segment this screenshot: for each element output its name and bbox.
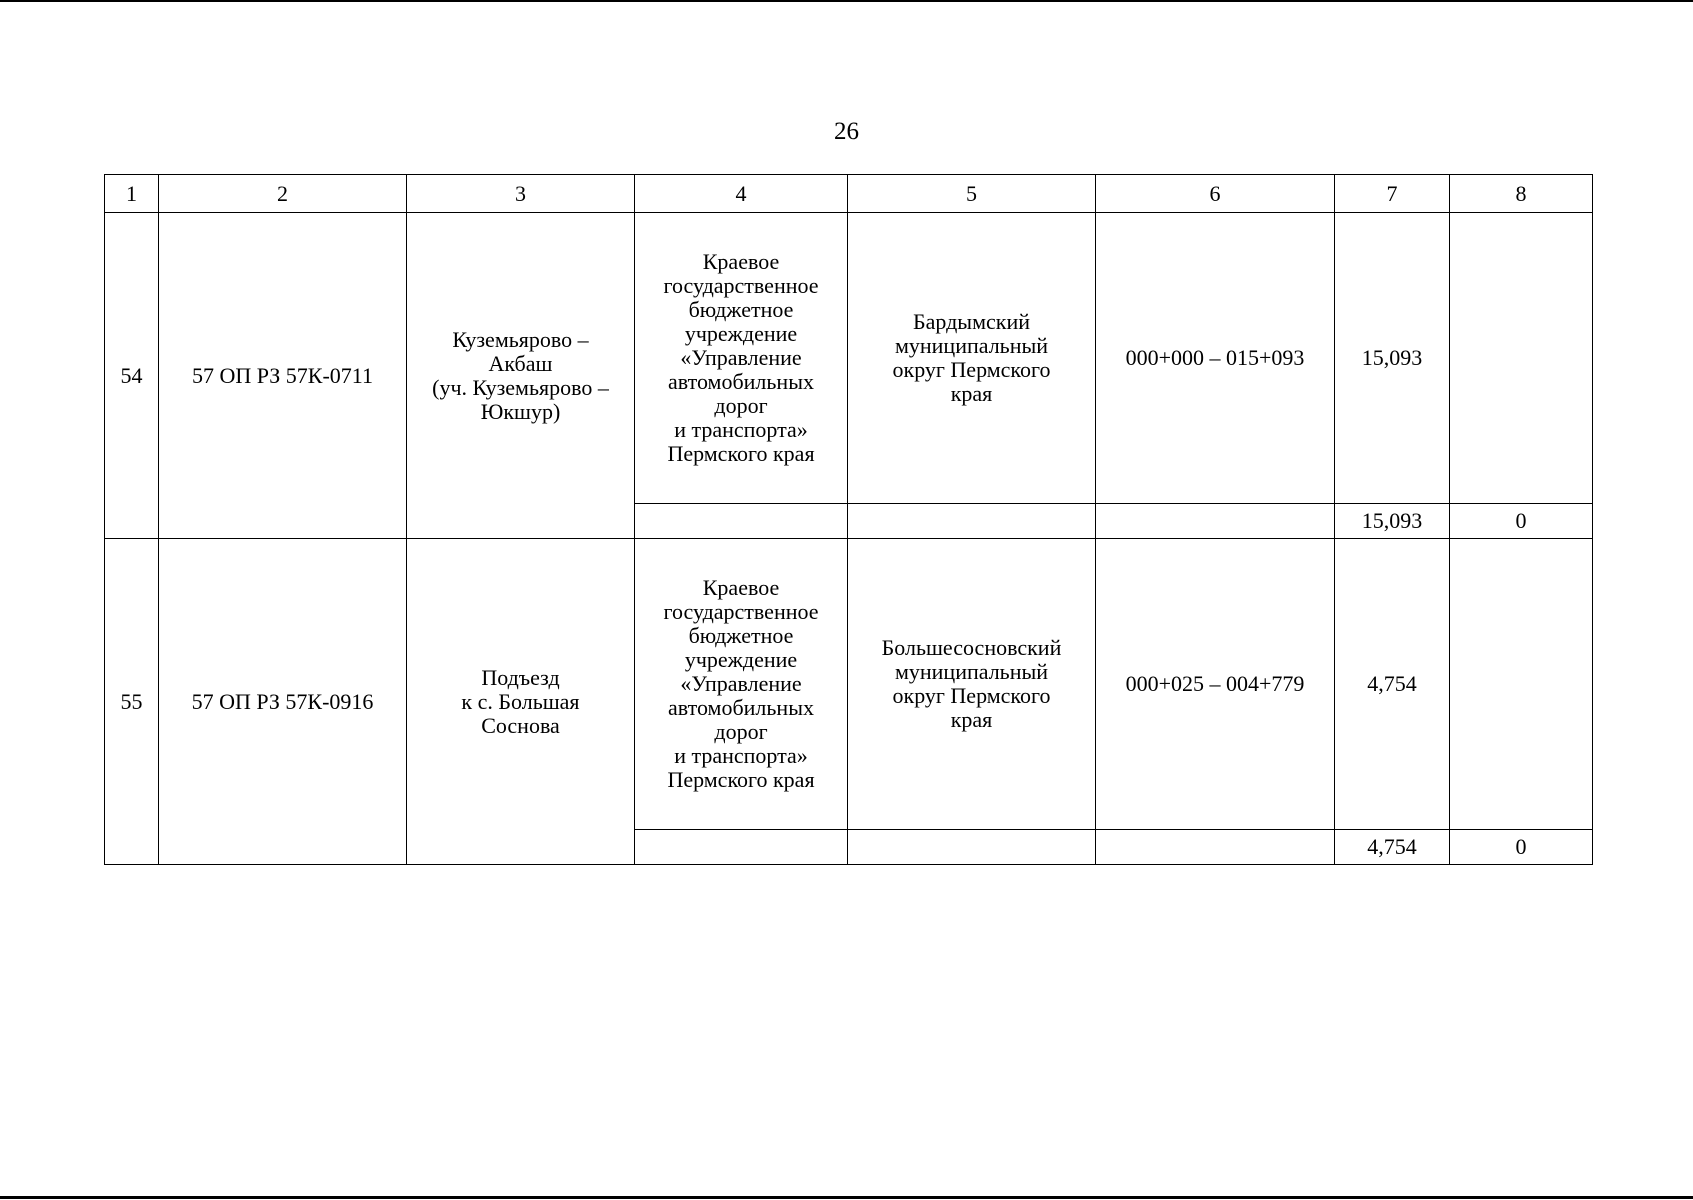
column-number: 8	[1450, 175, 1593, 213]
km-range: 000+025 – 004+779	[1096, 539, 1335, 830]
extra-value	[1450, 213, 1593, 504]
column-number: 5	[848, 175, 1096, 213]
road-length: 15,093	[1335, 213, 1450, 504]
total-length: 15,093	[1335, 504, 1450, 539]
owner-organization: Краевое государственное бюджетное учреждение «Управление автомобильных дорог и транспорта» Пермского края	[635, 539, 848, 830]
empty-cell	[635, 830, 848, 865]
column-number: 1	[105, 175, 159, 213]
total-length: 4,754	[1335, 830, 1450, 865]
page-number: 26	[834, 118, 859, 145]
column-number: 4	[635, 175, 848, 213]
top-border-line	[0, 0, 1693, 2]
total-extra: 0	[1450, 504, 1593, 539]
municipal-district: Бардымский муниципальный округ Пермского края	[848, 213, 1096, 504]
road-code: 57 ОП РЗ 57К-0711	[159, 213, 407, 539]
municipal-district: Большесосновский муниципальный округ Пермского края	[848, 539, 1096, 830]
table-row	[105, 213, 1593, 504]
roads-table	[104, 174, 1593, 865]
column-number: 7	[1335, 175, 1450, 213]
owner-organization: Краевое государственное бюджетное учреждение «Управление автомобильных дорог и транспорта» Пермского края	[635, 213, 848, 504]
km-range: 000+000 – 015+093	[1096, 213, 1335, 504]
column-number: 6	[1096, 175, 1335, 213]
row-number: 55	[105, 539, 159, 865]
empty-cell	[635, 504, 848, 539]
empty-cell	[848, 504, 1096, 539]
column-number: 2	[159, 175, 407, 213]
total-extra: 0	[1450, 830, 1593, 865]
bottom-border-line	[0, 1196, 1693, 1199]
header-row	[105, 175, 1593, 213]
table-row	[105, 539, 1593, 830]
row-number: 54	[105, 213, 159, 539]
road-name: Куземьярово – Акбаш (уч. Куземьярово – Юкшур)	[407, 213, 635, 539]
empty-cell	[1096, 504, 1335, 539]
empty-cell	[848, 830, 1096, 865]
column-number: 3	[407, 175, 635, 213]
road-name: Подъезд к с. Большая Соснова	[407, 539, 635, 865]
empty-cell	[1096, 830, 1335, 865]
extra-value	[1450, 539, 1593, 830]
road-code: 57 ОП РЗ 57К-0916	[159, 539, 407, 865]
road-length: 4,754	[1335, 539, 1450, 830]
